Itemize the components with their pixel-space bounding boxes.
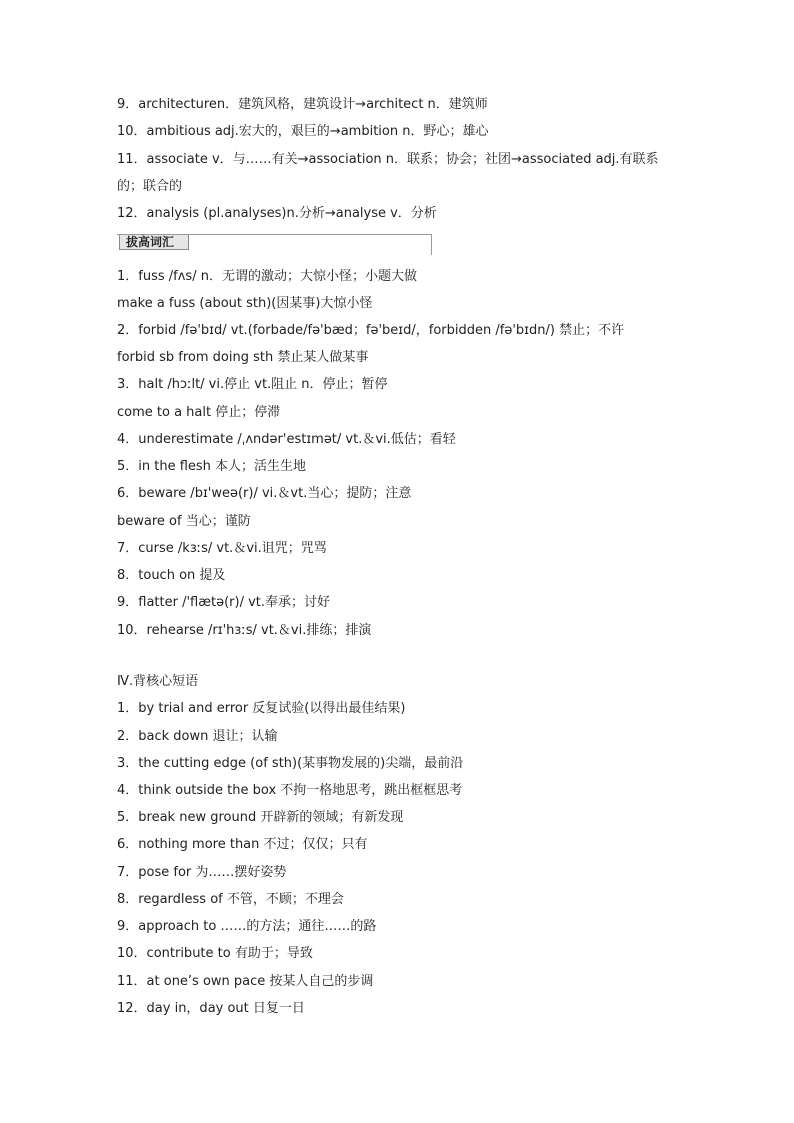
phrase-line: 1．by trial and error 反复试验(以得出最佳结果)	[117, 701, 406, 716]
phrase-line: 11．at one’s own pace 按某人自己的步调	[117, 974, 374, 989]
vocab-line: 6．beware /bɪ'weə(r)/ vi.＆vt.当心；提防；注意	[117, 486, 412, 501]
vocab-line: make a fuss (about sth)(因某事)大惊小怪	[117, 296, 373, 311]
vocab-line: forbid sb from doing sth 禁止某人做某事	[117, 350, 369, 365]
phrase-line: 2．back down 退让；认输	[117, 729, 278, 744]
section-label-box	[117, 234, 432, 255]
phrase-line: 6．nothing more than 不过；仅仅；只有	[117, 837, 368, 852]
vocab-line: 5．in the flesh 本人；活生生地	[117, 459, 307, 474]
phrase-line: 9．approach to ……的方法；通往……的路	[117, 919, 377, 934]
prev-item-9: 9．architecturen．建筑风格，建筑设计→architect n．建筑师	[117, 97, 488, 112]
vocab-line: 7．curse /kɜːs/ vt.＆vi.诅咒；咒骂	[117, 541, 327, 556]
prev-item-10: 10．ambitious adj.宏大的，艰巨的→ambition n．野心；雄心	[117, 124, 489, 139]
vocab-line: 8．touch on 提及	[117, 568, 226, 583]
phrase-line: 8．regardless of 不管，不顾；不理会	[117, 892, 344, 907]
vocab-line: 2．forbid /fə'bɪd/ vt.(forbade/fə'bæd；fə'beɪd/，forbidden /fə'bɪdn/) 禁止；不许	[117, 323, 625, 338]
phrase-line: 4．think outside the box 不拘一格地思考，跳出框框思考	[117, 783, 463, 798]
prev-item-12: 12．analysis (pl.analyses)n.分析→analyse v．分析	[117, 206, 437, 221]
vocab-line: 10．rehearse /rɪ'hɜːs/ vt.＆vi.排练；排演	[117, 623, 372, 638]
phrase-line: 7．pose for 为……摆好姿势	[117, 865, 287, 880]
section-label-rule	[431, 235, 432, 255]
phrase-line: 3．the cutting edge (of sth)(某事物发展的)尖端，最前沿	[117, 756, 464, 771]
prev-item-11: 11．associate v．与……有关→association n．联系；协会；社团→associated adj.有联系的；联合的	[117, 152, 659, 194]
vocab-line: 1．fuss /fʌs/ n．无谓的激动；大惊小怪；小题大做	[117, 269, 417, 284]
vocab-line: come to a halt 停止；停滞	[117, 405, 281, 420]
phrase-heading: Ⅳ.背核心短语	[117, 674, 199, 689]
vocab-line: 9．flatter /'flætə(r)/ vt.奉承；讨好	[117, 595, 331, 610]
phrase-line: 12．day in，day out 日复一日	[117, 1001, 305, 1016]
vocab-line: beware of 当心；谨防	[117, 514, 251, 529]
phrase-line: 5．break new ground 开辟新的领域；有新发现	[117, 810, 404, 825]
vocab-line: 3．halt /hɔːlt/ vi.停止 vt.阻止 n．停止；暂停	[117, 377, 388, 392]
vocab-line: 4．underestimate /ˌʌndər'estɪmət/ vt.＆vi.低估；看轻	[117, 432, 456, 447]
phrase-line: 10．contribute to 有助于；导致	[117, 946, 313, 961]
section-label: 拔高词汇	[119, 235, 189, 250]
